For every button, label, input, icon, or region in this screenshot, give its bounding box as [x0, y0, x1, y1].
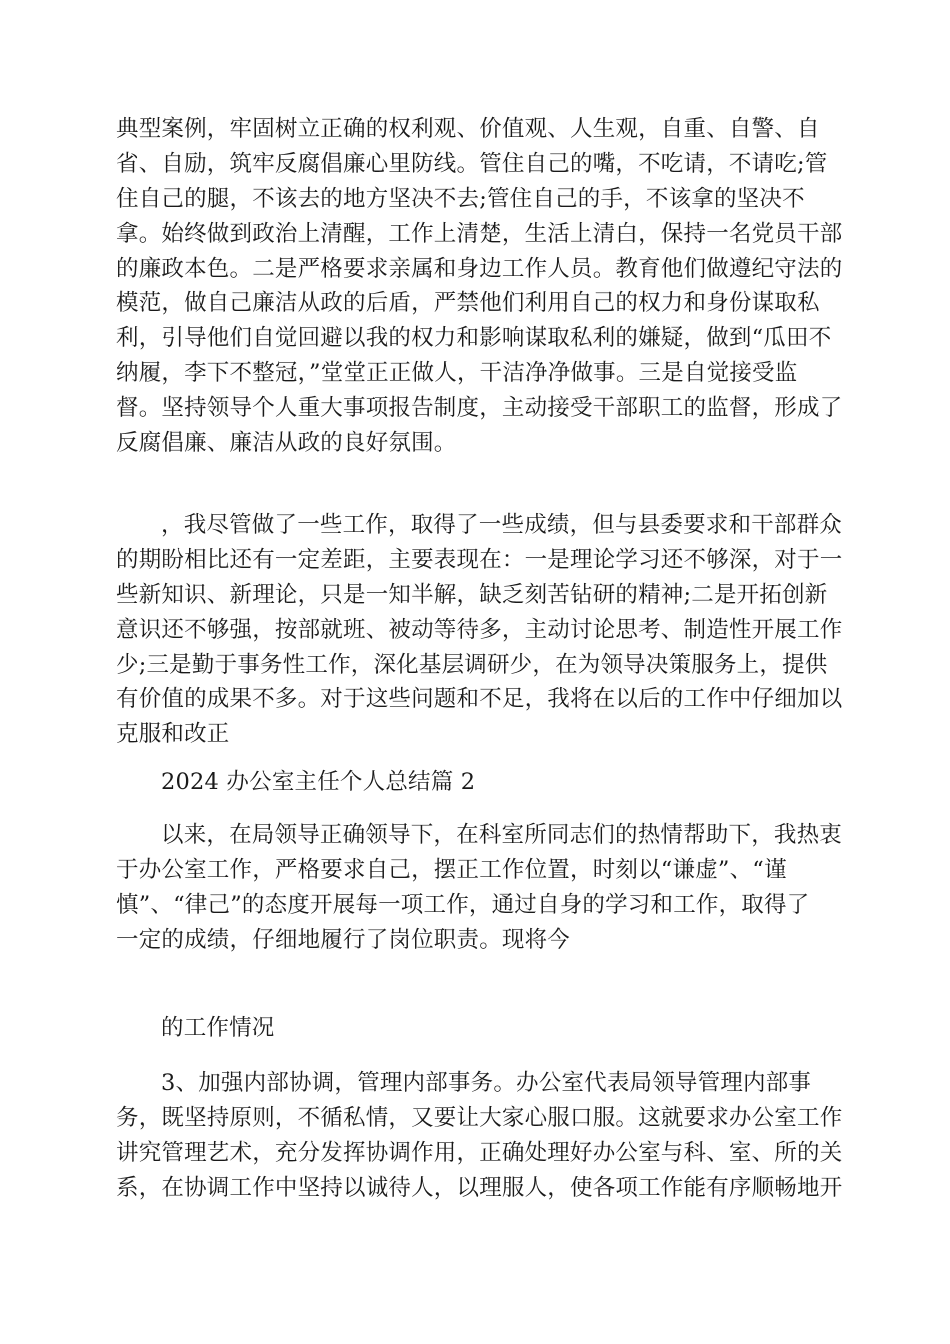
text-line: 纳履，李下不整冠，”堂堂正正做人，干洁净净做事。三是自觉接受监: [116, 360, 798, 387]
text-line: 的廉政本色。二是严格要求亲属和身边工作人员。教育他们做遵纪守法的: [116, 255, 843, 282]
text-line: 以来，在局领导正确领导下，在科室所同志们的热情帮助下，我热衷: [161, 822, 843, 848]
text-line: 一定的成绩，仔细地履行了岗位职责。现将今: [116, 926, 571, 953]
text-line: ，我尽管做了一些工作，取得了一些成绩，但与县委要求和干部群众: [161, 512, 843, 538]
paragraph-6: [116, 1066, 843, 1206]
text-line: 的工作情况: [161, 1015, 275, 1041]
text-line: 少;三是勤于事务性工作，深化基层调研少，在为领导决策服务上，提供: [116, 651, 828, 678]
text-line: 讲究管理艺术，充分发挥协调作用，正确处理好办公室与科、室、所的关: [116, 1139, 843, 1166]
text-line: 慎”、“律己”的态度开展每一项工作，通过自身的学习和工作，取得了: [116, 891, 810, 918]
text-line: 务，既坚持原则，不循私情，又要让大家心服口服。这就要求办公室工作: [116, 1104, 843, 1131]
text-line: 拿。始终做到政治上清醒，工作上清楚，生活上清白，保持一名党员干部: [116, 220, 843, 247]
paragraph-4: [116, 818, 843, 958]
text-line: 住自己的腿，不该去的地方坚决不去;管住自己的手，不该拿的坚决不: [116, 185, 805, 212]
text-line: 利，引导他们自觉回避以我的权力和影响谋取私利的嫌疑，做到“瓜田不: [116, 325, 832, 352]
text-line: 3、加强内部协调，管理内部事务。办公室代表局领导管理内部事: [161, 1070, 812, 1096]
text-line: 克服和改正: [116, 721, 230, 748]
text-line: 督。坚持领导个人重大事项报告制度，主动接受干部职工的监督，形成了: [116, 395, 843, 422]
text-line: 的期盼相比还有一定差距，主要表现在：一是理论学习还不够深，对于一: [116, 546, 843, 573]
text-line: 有价值的成果不多。对于这些问题和不足，我将在以后的工作中仔细加以: [116, 686, 843, 713]
text-line: 系，在协调工作中坚持以诚待人，以理服人，使各项工作能有序顺畅地开: [116, 1174, 843, 1201]
text-line: 些新知识、新理论，只是一知半解，缺乏刻苦钻研的精神;二是开拓创新: [116, 581, 828, 608]
paragraph-2: [116, 508, 843, 752]
section-heading: [116, 765, 836, 800]
paragraph-5: [116, 1011, 836, 1046]
text-line: 模范，做自己廉洁从政的后盾，严禁他们利用自己的权力和身份谋取私: [116, 290, 820, 317]
text-line: 典型案例，牢固树立正确的权利观、价值观、人生观，自重、自警、自: [116, 116, 820, 142]
text-line: 于办公室工作，严格要求自己，摆正工作位置，时刻以“谦虚”、“谨: [116, 856, 787, 883]
text-line: 省、自励，筑牢反腐倡廉心里防线。管住自己的嘴，不吃请，不请吃;管: [116, 150, 828, 177]
paragraph-1: [116, 112, 843, 461]
text-line: 反腐倡廉、廉洁从政的良好氛围。: [116, 430, 457, 457]
text-line: 意识还不够强，按部就班、被动等待多，主动讨论思考、制造性开展工作: [116, 616, 843, 643]
section-heading-text: 2024 办公室主任个人总结篇 2: [161, 769, 476, 795]
